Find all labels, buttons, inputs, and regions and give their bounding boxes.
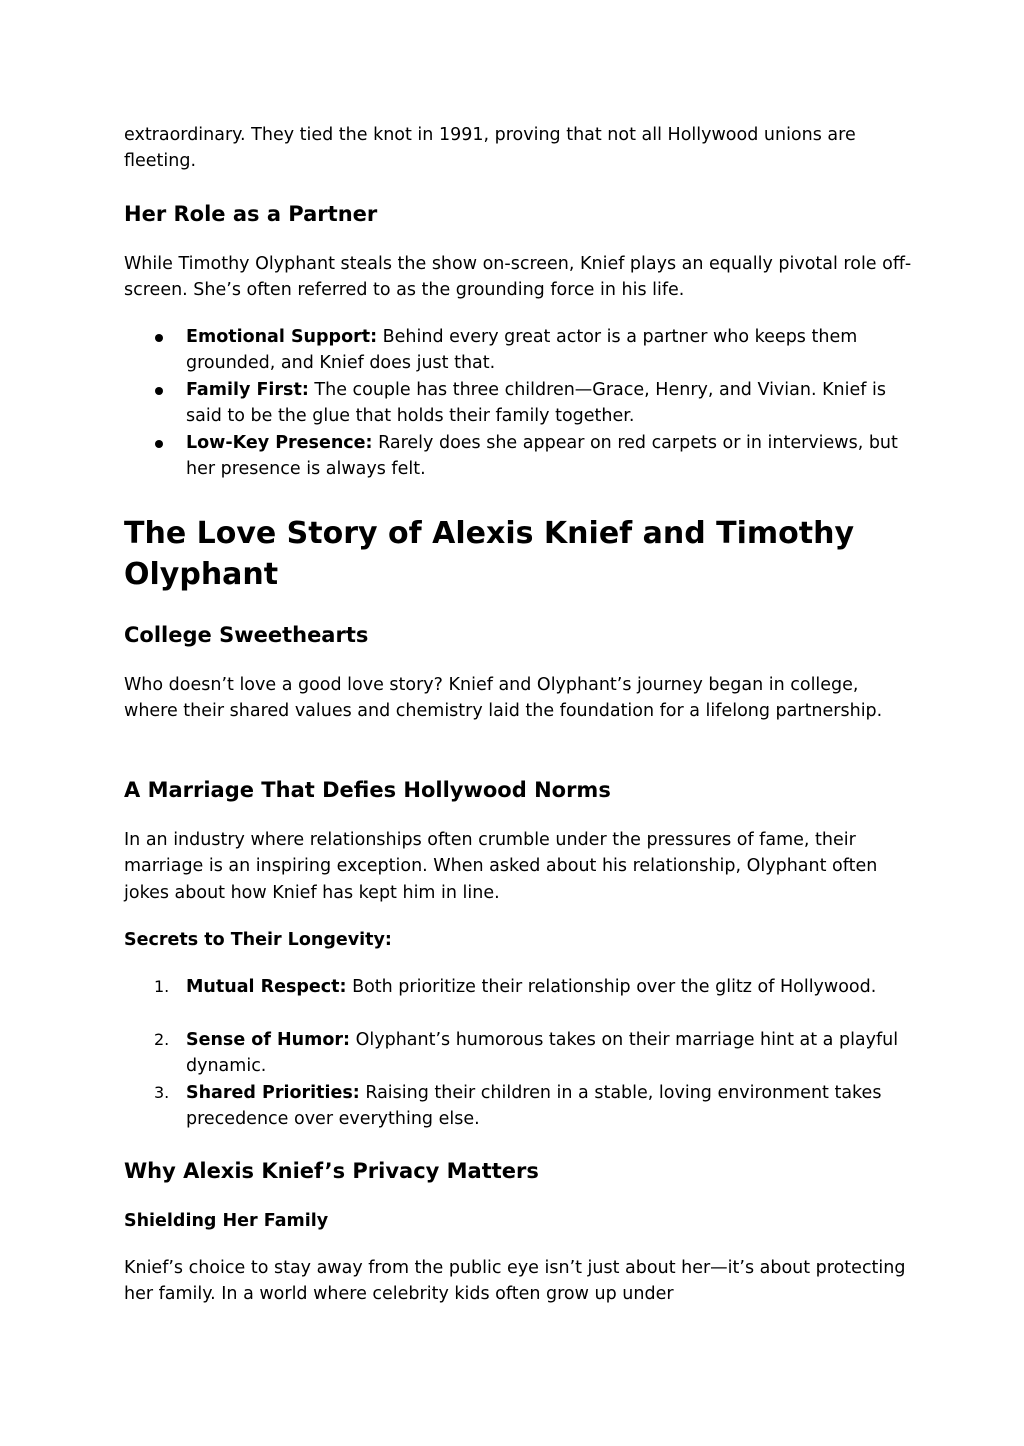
list-item <box>186 324 906 377</box>
marriage-heading: A Marriage That Defies Hollywood Norms <box>124 778 611 802</box>
college-paragraph: Who doesn’t love a good love story? Knief and Olyphant’s journey began in college, where their shared values and chemistry laid the foundation for a lifelong partnership. <box>124 675 883 722</box>
list-item <box>186 1027 906 1080</box>
secrets-heading: Secrets to Their Longevity: <box>124 930 392 950</box>
college-heading: College Sweethearts <box>124 623 369 647</box>
marriage-paragraph: In an industry where relationships often crumble under the pressures of fame, their marriage is an inspiring exception. When asked about his relationship, Olyphant often jokes about how Knief has kept him in line. <box>124 830 878 903</box>
privacy-heading: Why Alexis Knief’s Privacy Matters <box>124 1159 539 1183</box>
list-item-text: Behind every great actor is a partner who keeps them grounded, and Knief does just that. <box>186 327 858 374</box>
list-item <box>186 974 906 1000</box>
list-item <box>186 430 906 483</box>
bullet-marker <box>155 440 163 448</box>
list-item-label: Family First: <box>186 380 309 400</box>
list-item-text: Olyphant’s humorous takes on their marriage hint at a playful dynamic. <box>186 1030 899 1077</box>
bullet-marker <box>155 387 163 395</box>
list-item <box>186 1080 906 1133</box>
list-item-text: The couple has three children—Grace, Henry, and Vivian. Knief is said to be the glue that holds their family together. <box>186 380 886 427</box>
bullet-marker <box>155 334 163 342</box>
list-item-text: Rarely does she appear on red carpets or in interviews, but her presence is always felt. <box>186 433 898 480</box>
partner-heading: Her Role as a Partner <box>124 202 378 226</box>
partner-paragraph: While Timothy Olyphant steals the show on-screen, Knief plays an equally pivotal role off-screen. She’s often referred to as the grounding force in his life. <box>124 254 912 301</box>
list-item <box>186 377 906 430</box>
list-item-label: Emotional Support: <box>186 327 378 347</box>
list-number: 1. <box>154 977 170 996</box>
list-item-label: Sense of Humor: <box>186 1030 351 1050</box>
list-item-text: Both prioritize their relationship over the glitz of Hollywood. <box>346 977 877 997</box>
section-title: The Love Story of Alexis Knief and Timothy Olyphant <box>124 516 855 592</box>
list-number: 3. <box>154 1083 170 1102</box>
list-number: 2. <box>154 1030 170 1049</box>
list-item-label: Low-Key Presence: <box>186 433 373 453</box>
list-item-text: Raising their children in a stable, loving environment takes precedence over everything else. <box>186 1083 882 1130</box>
intro-paragraph: extraordinary. They tied the knot in 1991, proving that not all Hollywood unions are fleeting. <box>124 125 856 172</box>
list-item-label: Shared Priorities: <box>186 1083 360 1103</box>
privacy-paragraph: Knief’s choice to stay away from the public eye isn’t just about her—it’s about protecting her family. In a world where celebrity kids often grow up under <box>124 1258 906 1305</box>
list-item-label: Mutual Respect: <box>186 977 347 997</box>
privacy-subheading: Shielding Her Family <box>124 1211 329 1231</box>
